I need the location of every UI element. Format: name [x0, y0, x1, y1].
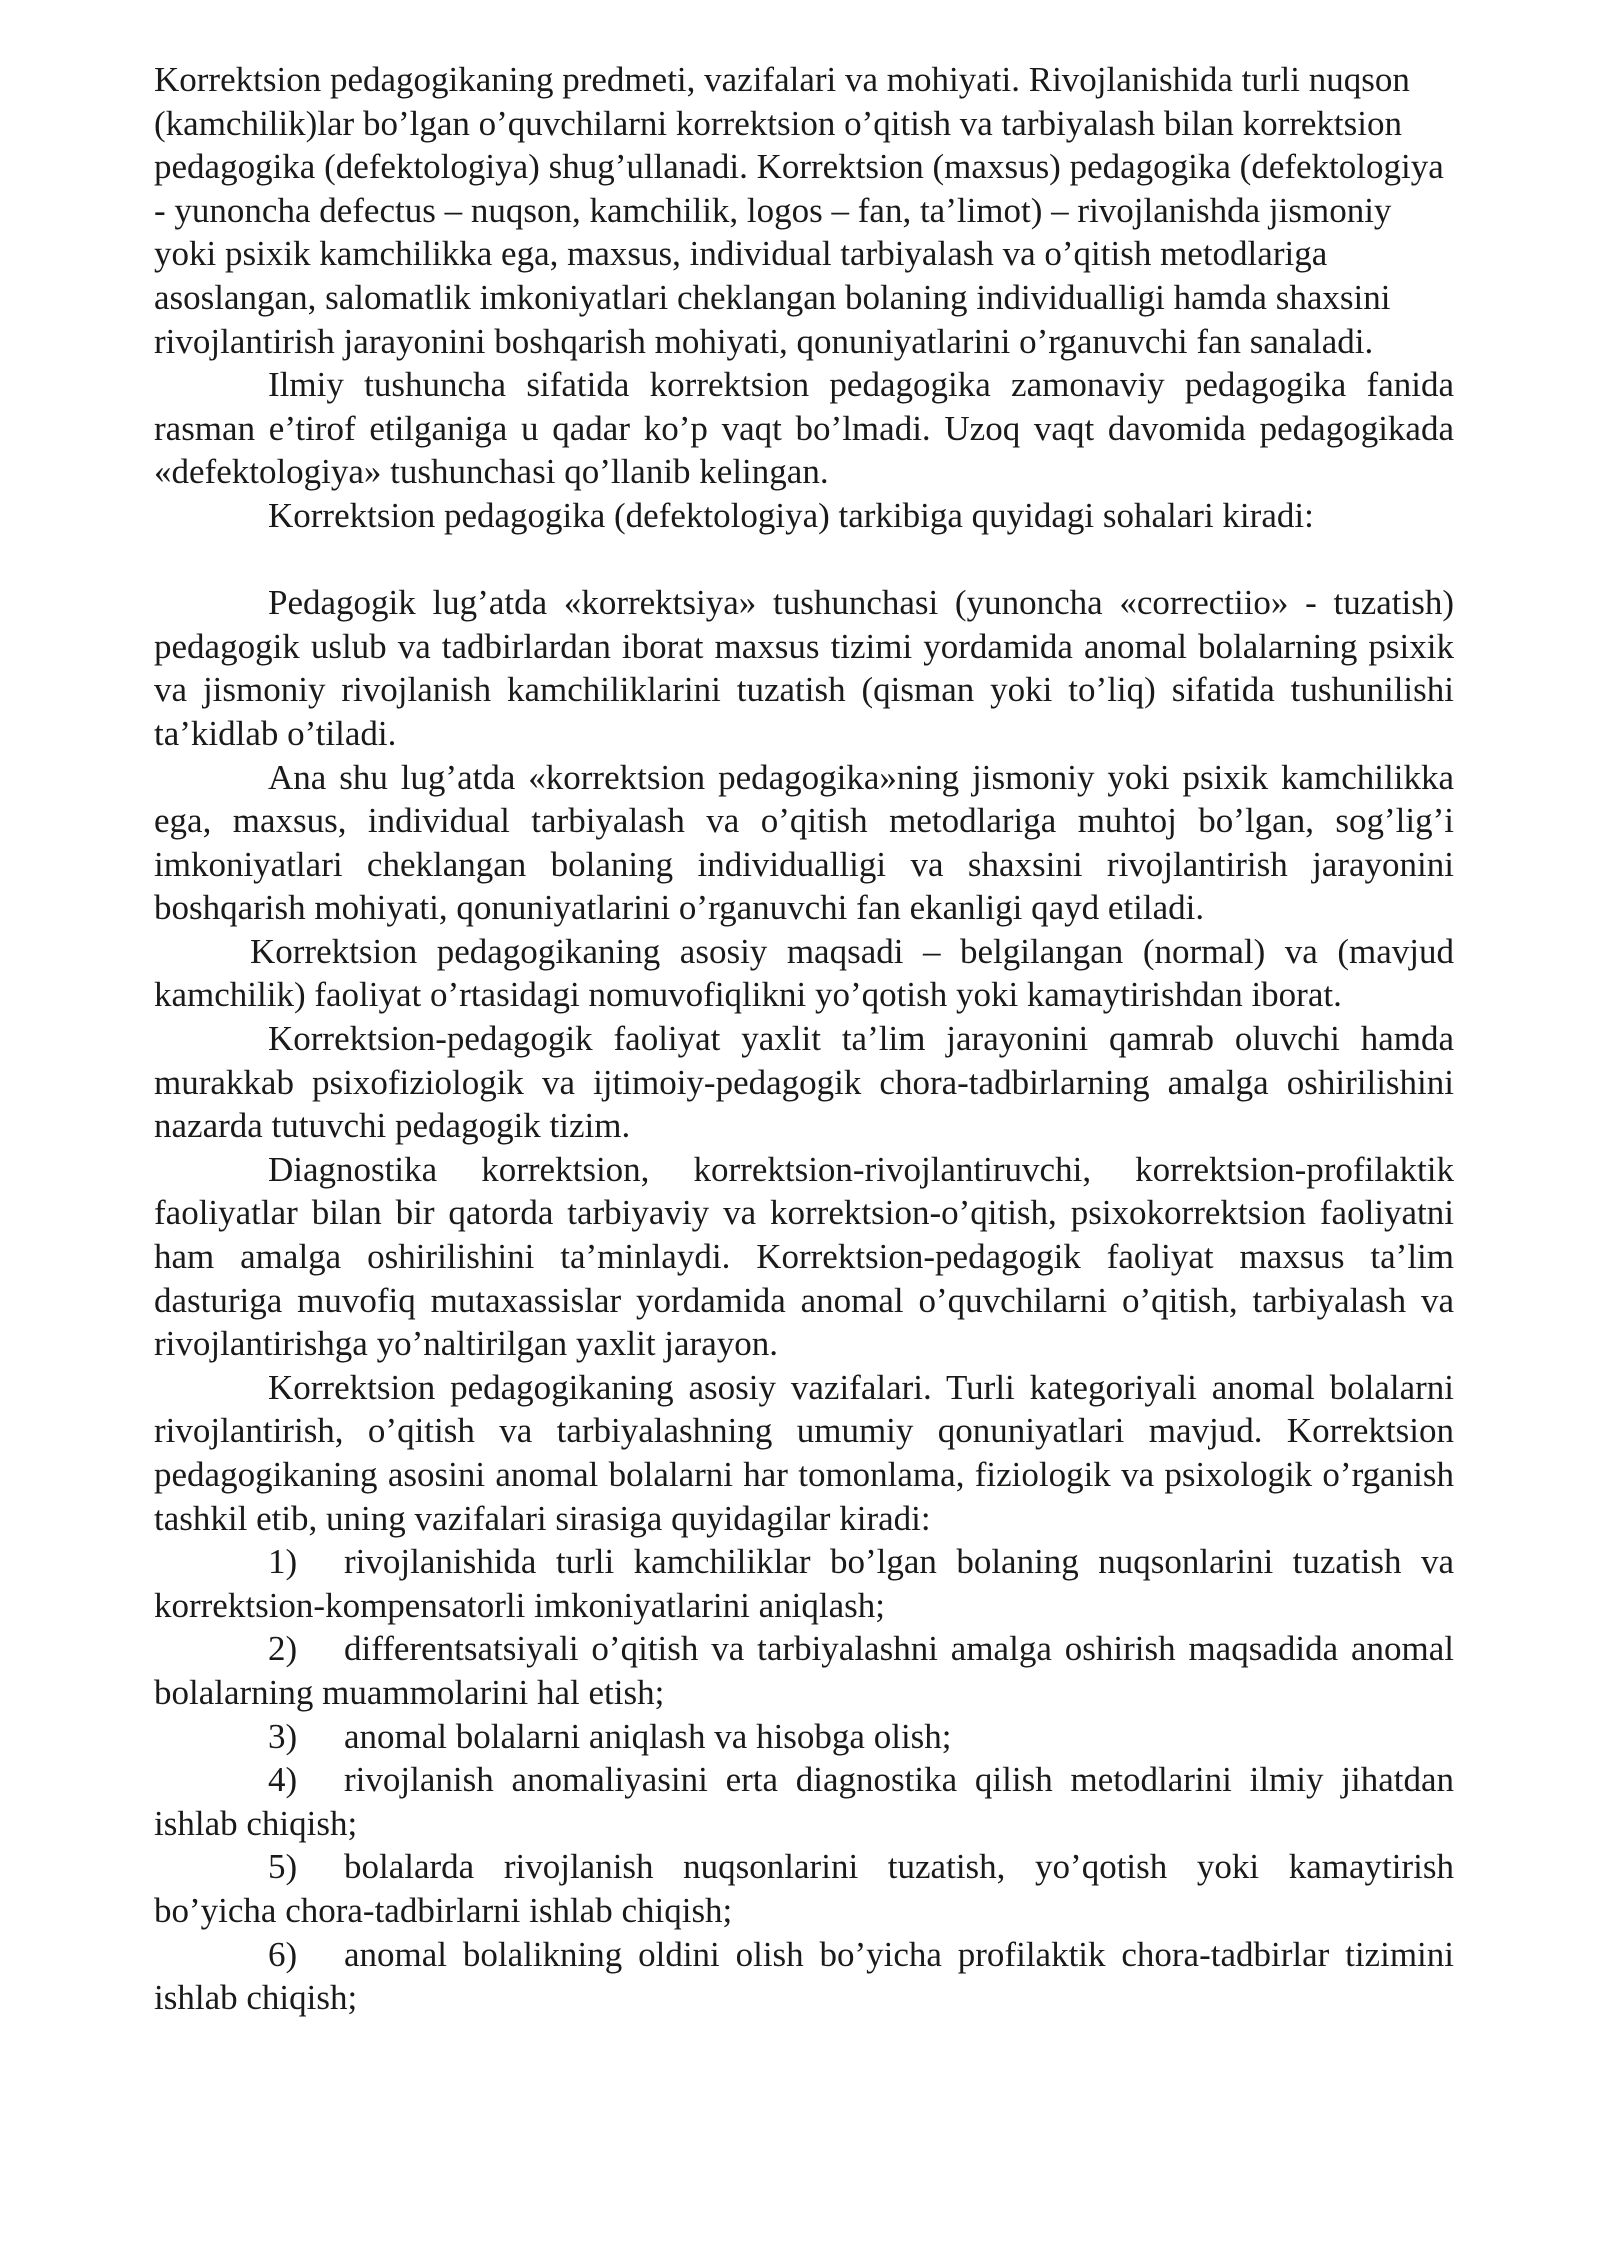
- list-item: [154, 1540, 1454, 1627]
- list-text: anomal bolalikning oldini olish bo’yicha profilaktik chora-tadbirlar tizimini ishlab chiqish;: [154, 1934, 1454, 2018]
- paragraph: Diagnostika korrektsion, korrektsion-rivojlantiruvchi, korrektsion-profilaktik faoliyatlar bilan bir qatorda tarbiyaviy va korrektsion-o’qitish, psixokorrektsion faoliyatni ham amalga oshirilishini ta’minlaydi. Korrektsion-pedagogik faoliyat maxsus ta’lim dasturiga muvofiq mutaxassislar yordamida anomal o’quvchilarni o’qitish, tarbiyalash va rivojlantirishga yo’naltirilgan yaxlit jarayon.: [154, 1149, 1454, 1364]
- paragraph: Korrektsion pedagogikaning asosiy maqsadi – belgilangan (normal) va (mavjud kamchilik) faoliyat o’rtasidagi nomuvofiqlikni yo’qotish yoki kamaytirishdan iborat.: [154, 931, 1454, 1015]
- list-item: [154, 1627, 1454, 1714]
- list-number: 2): [268, 1629, 298, 1669]
- list-number: 5): [268, 1847, 298, 1887]
- list-number: 4): [268, 1760, 298, 1800]
- paragraph: Ana shu lug’atda «korrektsion pedagogika»ning jismoniy yoki psixik kamchilikka ega, maxsus, individual tarbiyalash va o’qitish metodlariga muhtoj bo’lgan, sog’lig’i imkoniyatlari cheklangan bolaning individualligi va shaxsini rivojlantirish jarayonini boshqarish mohiyati, qonuniyatlarini o’rganuvchi fan ekanligi qayd etiladi.: [154, 757, 1454, 928]
- list-text: differentsatsiyali o’qitish va tarbiyalashni amalga oshirish maqsadida anomal bolalarning muammolarini hal etish;: [154, 1629, 1454, 1712]
- paragraph: Korrektsion pedagogika (defektologiya) tarkibiga quyidagi sohalari kiradi:: [268, 495, 1314, 535]
- paragraph: Korrektsion pedagogikaning asosiy vazifalari. Turli kategoriyali anomal bolalarni rivojlantirish, o’qitish va tarbiyalashning umumiy qonuniyatlari mavjud. Korrektsion pedagogikaning asosini anomal bolalarni har tomonlama, fiziologik va psixologik o’rganish tashkil etib, uning vazifalari sirasiga quyidagilar kiradi:: [154, 1367, 1454, 1538]
- paragraph: Korrektsion-pedagogik faoliyat yaxlit ta’lim jarayonini qamrab oluvchi hamda murakkab psixofiziologik va ijtimoiy-pedagogik chora-tadbirlarning amalga oshirilishini nazarda tutuvchi pedagogik tizim.: [154, 1019, 1454, 1146]
- list-item: [154, 1715, 1454, 1759]
- list-text: bolalarda rivojlanish nuqsonlarini tuzatish, yo’qotish yoki kamaytirish bo’yicha chora-tadbirlarni ishlab chiqish;: [154, 1847, 1454, 1930]
- list-number: 1): [268, 1542, 298, 1582]
- document-page: [154, 58, 1454, 2020]
- blank-line: [154, 538, 1454, 582]
- list-item: [154, 1845, 1454, 1932]
- paragraph: Ilmiy tushuncha sifatida korrektsion pedagogika zamonaviy pedagogika fanida rasman e’tirof etilganiga u qadar ko’p vaqt bo’lmadi. Uzoq vaqt davomida pedagogikada «defektologiya» tushunchasi qo’llanib kelingan.: [154, 365, 1454, 492]
- intro-paragraph: Korrektsion pedagogikaning predmeti, vazifalari va mohiyati. Rivojlanishida turli nuqson (kamchilik)lar bo’lgan o’quvchilarni korrektsion o’qitish va tarbiyalash bilan korrektsion pedagogika (defektologiya) shug’ullanadi. Korrektsion (maxsus) pedagogika (defektologiya - yunoncha defectus – nuqson, kamchilik, logos – fan, ta’limot) – rivojlanishda jismoniy yoki psixik kamchilikka ega, maxsus, individual tarbiyalash va o’qitish metodlariga asoslangan, salomatlik imkoniyatlari cheklangan bolaning individualligi hamda shaxsini rivojlantirish jarayonini boshqarish mohiyati, qonuniyatlarini o’rganuvchi fan sanaladi.: [154, 60, 1444, 361]
- paragraph: Pedagogik lug’atda «korrektsiya» tushunchasi (yunoncha «correctiio» - tuzatish) pedagogik uslub va tadbirlardan iborat maxsus tizimi yordamida anomal bolalarning psixik va jismoniy rivojlanish kamchiliklarini tuzatish (qisman yoki to’liq) sifatida tushunilishi ta’kidlab o’tiladi.: [154, 583, 1454, 753]
- list-item: [154, 1933, 1454, 2020]
- list-text: rivojlanishida turli kamchiliklar bo’lgan bolaning nuqsonlarini tuzatish va korrektsion-kompensatorli imkoniyatlarini aniqlash;: [154, 1542, 1454, 1625]
- list-number: 3): [268, 1716, 298, 1756]
- list-number: 6): [268, 1934, 298, 1974]
- list-text: rivojlanish anomaliyasini erta diagnostika qilish metodlarini ilmiy jihatdan ishlab chiqish;: [154, 1760, 1454, 1843]
- list-item: [154, 1758, 1454, 1845]
- list-text: anomal bolalarni aniqlash va hisobga olish;: [344, 1716, 952, 1756]
